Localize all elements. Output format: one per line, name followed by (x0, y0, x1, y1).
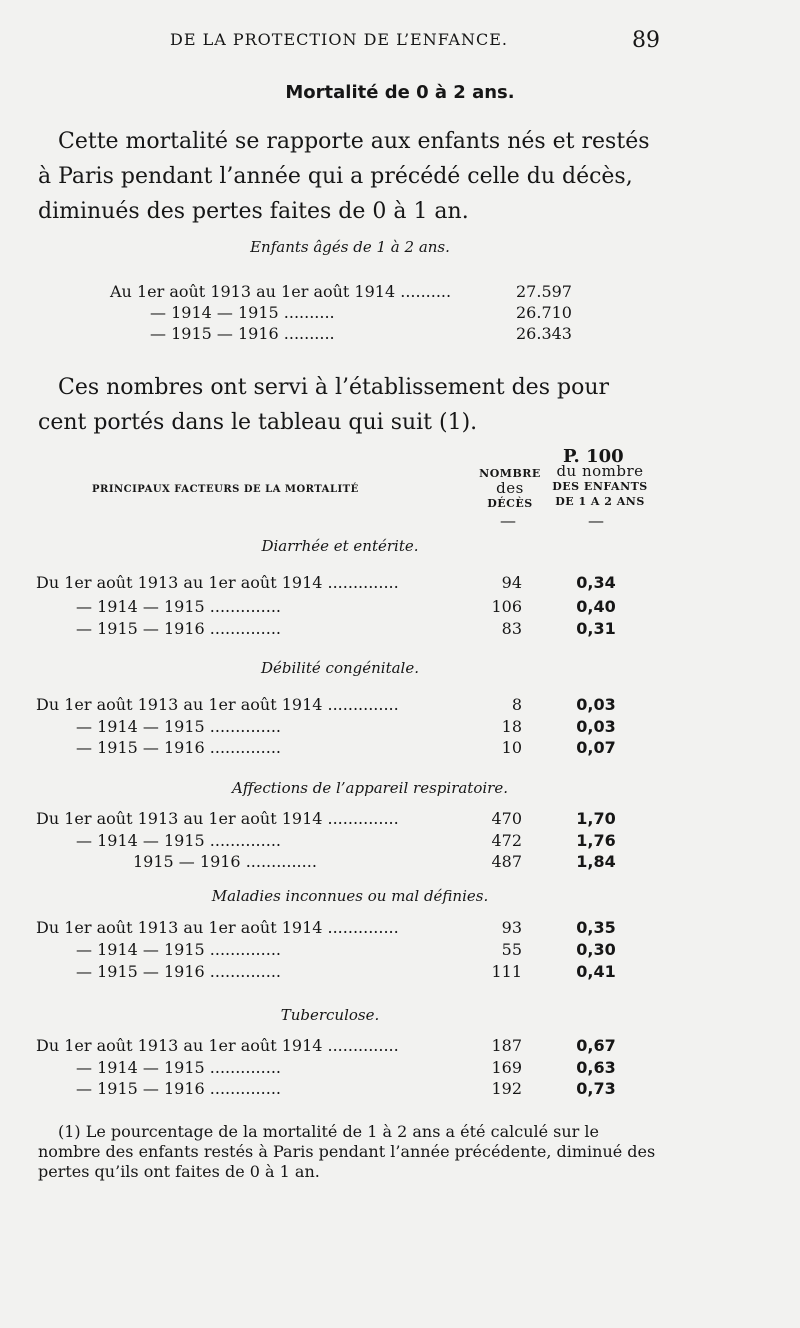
deces-cell: 187 (491, 1036, 522, 1055)
factors-column-header: PRINCIPAUX FACTEURS DE LA MORTALITÉ (92, 484, 359, 495)
enfants-row-label: Au 1er août 1913 au 1er août 1914 .......... (110, 282, 452, 301)
deces-cell: 192 (491, 1079, 522, 1098)
table-row-label: — 1914 — 1915 .............. (76, 831, 281, 850)
pct-cell: 0,41 (576, 962, 616, 981)
pct-cell: 0,03 (576, 695, 616, 714)
deces-cell: 106 (491, 597, 522, 616)
page-number: 89 (632, 28, 660, 53)
pct-cell: 0,73 (576, 1079, 616, 1098)
table-row-label: — 1914 — 1915 .............. (76, 940, 281, 959)
deces-cell: 8 (511, 695, 522, 714)
table-row-label: Du 1er août 1913 au 1er août 1914 .............. (36, 695, 399, 714)
deces-column-header: NOMBRE des DÉCÈS (479, 467, 541, 510)
intro-paragraph: Cette mortalité se rapporte aux enfants nés et restés à Paris pendant l’année qui a précédé celle du décès, diminués des pertes faites de 0 à 1 an. (38, 129, 650, 224)
pct-column-top: P. 100 (563, 446, 624, 467)
table-row-label: Du 1er août 1913 au 1er août 1914 .............. (36, 573, 399, 592)
pct-cell: 0,67 (576, 1036, 616, 1055)
deces-cell: 83 (501, 619, 522, 638)
pct-column-header: du nombre DES ENFANTS DE 1 A 2 ANS (552, 462, 648, 508)
footnote: (1) Le pourcentage de la mortalité de 1 à 2 ans a été calculé sur le nombre des enfants restés à Paris pendant l’année précédente, diminué des pertes qu’ils ont faites de 0 à 1 an. (38, 1122, 656, 1181)
second-paragraph: Ces nombres ont servi à l’établissement des pour cent portés dans le tableau qui suit (1). (38, 375, 609, 435)
header-rule: — (588, 511, 604, 530)
pct-cell: 0,07 (576, 738, 616, 757)
enfants-row-value: 27.597 (516, 282, 572, 301)
enfants-row-label: — 1914 — 1915 .......... (150, 303, 335, 322)
group-title: Affections de l’appareil respiratoire. (232, 779, 508, 797)
table-row-label: — 1915 — 1916 .............. (76, 619, 281, 638)
running-header: DE LA PROTECTION DE L’ENFANCE. (170, 30, 508, 49)
pct-cell: 1,70 (576, 809, 616, 828)
table-row-label: Du 1er août 1913 au 1er août 1914 .............. (36, 918, 399, 937)
header-rule: — (500, 511, 516, 530)
deces-cell: 18 (501, 717, 522, 736)
enfants-row-value: 26.710 (516, 303, 572, 322)
enfants-row-value: 26.343 (516, 324, 572, 343)
deces-cell: 10 (501, 738, 522, 757)
deces-cell: 93 (501, 918, 522, 937)
table-row-label: — 1915 — 1916 .............. (76, 962, 281, 981)
table-row-label: — 1914 — 1915 .............. (76, 1058, 281, 1077)
group-title: Débilité congénitale. (260, 659, 419, 677)
deces-cell: 470 (491, 809, 522, 828)
pct-cell: 1,84 (576, 852, 616, 871)
deces-cell: 472 (491, 831, 522, 850)
pct-cell: 0,34 (576, 573, 616, 592)
deces-cell: 169 (491, 1058, 522, 1077)
section-title: Mortalité de 0 à 2 ans. (285, 82, 515, 103)
deces-cell: 94 (501, 573, 522, 592)
pct-cell: 0,40 (576, 597, 616, 616)
pct-cell: 0,03 (576, 717, 616, 736)
group-title: Diarrhée et entérite. (261, 537, 419, 555)
deces-cell: 111 (491, 962, 522, 981)
pct-cell: 1,76 (576, 831, 616, 850)
group-title: Tuberculose. (280, 1006, 380, 1024)
pct-cell: 0,30 (576, 940, 616, 959)
table-row-label: — 1915 — 1916 .............. (76, 1079, 281, 1098)
group-title: Maladies inconnues ou mal définies. (211, 887, 489, 905)
table-row-label: — 1915 — 1916 .............. (76, 738, 281, 757)
pct-cell: 0,31 (576, 619, 616, 638)
table-row-label: Du 1er août 1913 au 1er août 1914 .............. (36, 809, 399, 828)
table-row-label: Du 1er août 1913 au 1er août 1914 .............. (36, 1036, 399, 1055)
deces-cell: 487 (491, 852, 522, 871)
enfants-subtitle: Enfants âgés de 1 à 2 ans. (250, 238, 450, 256)
deces-cell: 55 (501, 940, 522, 959)
pct-cell: 0,63 (576, 1058, 616, 1077)
table-row-label: — 1914 — 1915 .............. (76, 717, 281, 736)
enfants-row-label: — 1915 — 1916 .......... (150, 324, 335, 343)
pct-cell: 0,35 (576, 918, 616, 937)
table-row-label: — 1914 — 1915 .............. (76, 597, 281, 616)
table-row-label: 1915 — 1916 .............. (133, 852, 317, 871)
